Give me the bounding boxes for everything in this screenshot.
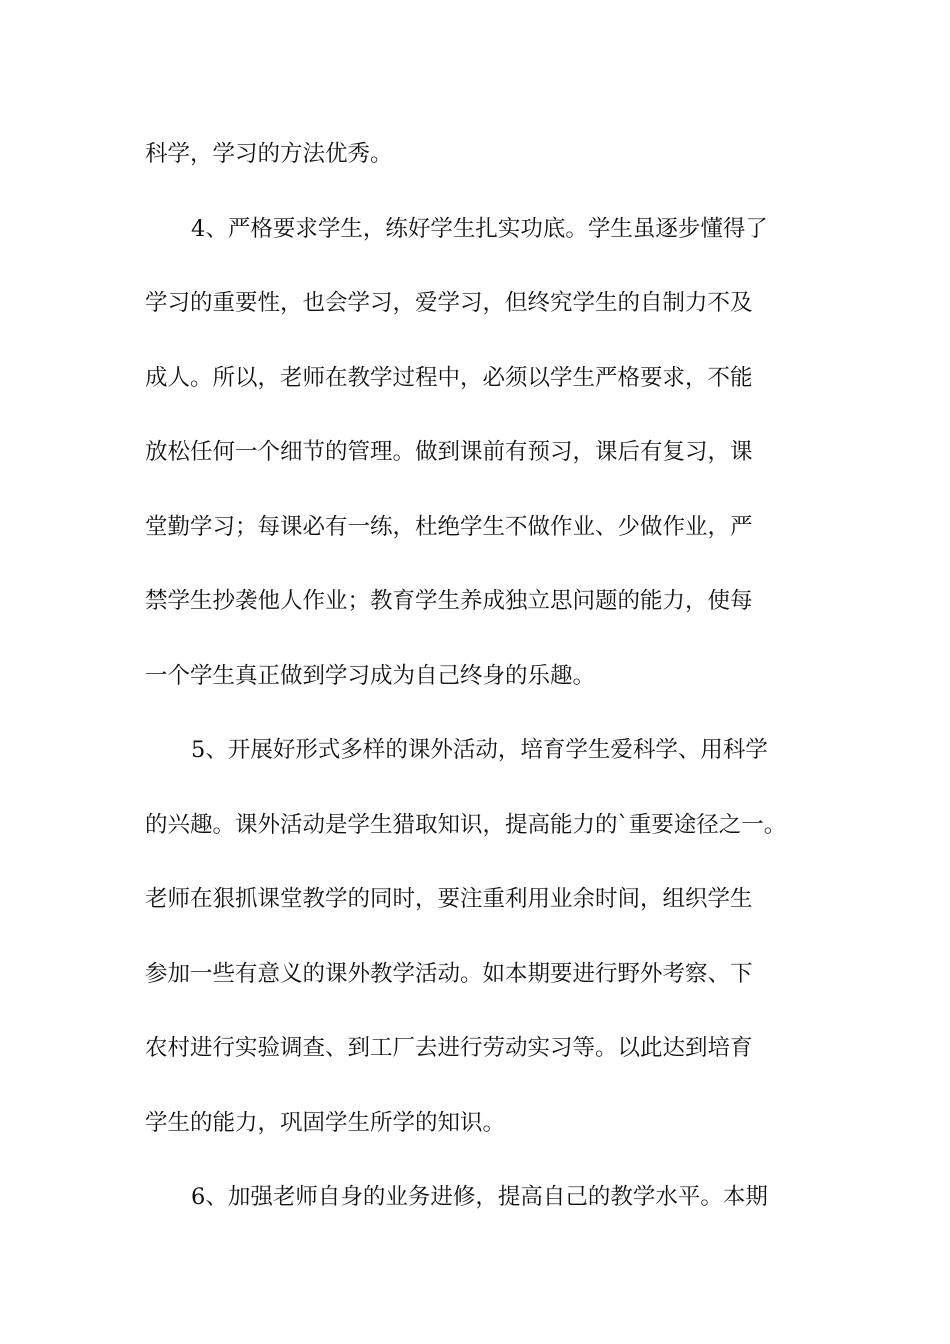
text-line: 禁学生抄袭他人作业；教育学生养成独立思问题的能力，使每 [145,588,753,614]
text-line: 堂勤学习；每课必有一练，杜绝学生不做作业、少做作业，严 [145,513,753,540]
text-line: 科学，学习的方法优秀。 [145,141,393,167]
paragraph-start-line: 4、严格要求学生，练好学生扎实功底。学生虽逐步懂得了 [191,215,768,242]
body-text [145,130,845,1248]
text-line: 放松任何一个细节的管理。做到课前有预习，课后有复习，课 [145,439,753,465]
text-line: 一个学生真正做到学习成为自己终身的乐趣。 [145,662,596,689]
paragraph-start-line: 6、加强老师自身的业务进修，提高自己的教学水平。本期 [191,1184,768,1210]
text-line: 成人。所以，老师在教学过程中，必须以学生严格要求，不能 [145,364,753,391]
text-line: 参加一些有意义的课外教学活动。如本期要进行野外考察、下 [145,960,753,987]
text-line: 的兴趣。课外活动是学生猎取知识，提高能力的`重要途径之一。 [145,811,787,838]
text-line: 农村进行实验调查、到工厂去进行劳动实习等。以此达到培育 [145,1035,753,1061]
text-line: 学习的重要性，也会学习，爱学习，但终究学生的自制力不及 [145,290,753,316]
text-line: 学生的能力，巩固学生所学的知识。 [145,1109,506,1136]
paragraph-start-line: 5、开展好形式多样的课外活动，培育学生爱科学、用科学 [191,737,768,763]
text-line: 老师在狠抓课堂教学的同时，要注重利用业余时间，组织学生 [145,886,753,912]
